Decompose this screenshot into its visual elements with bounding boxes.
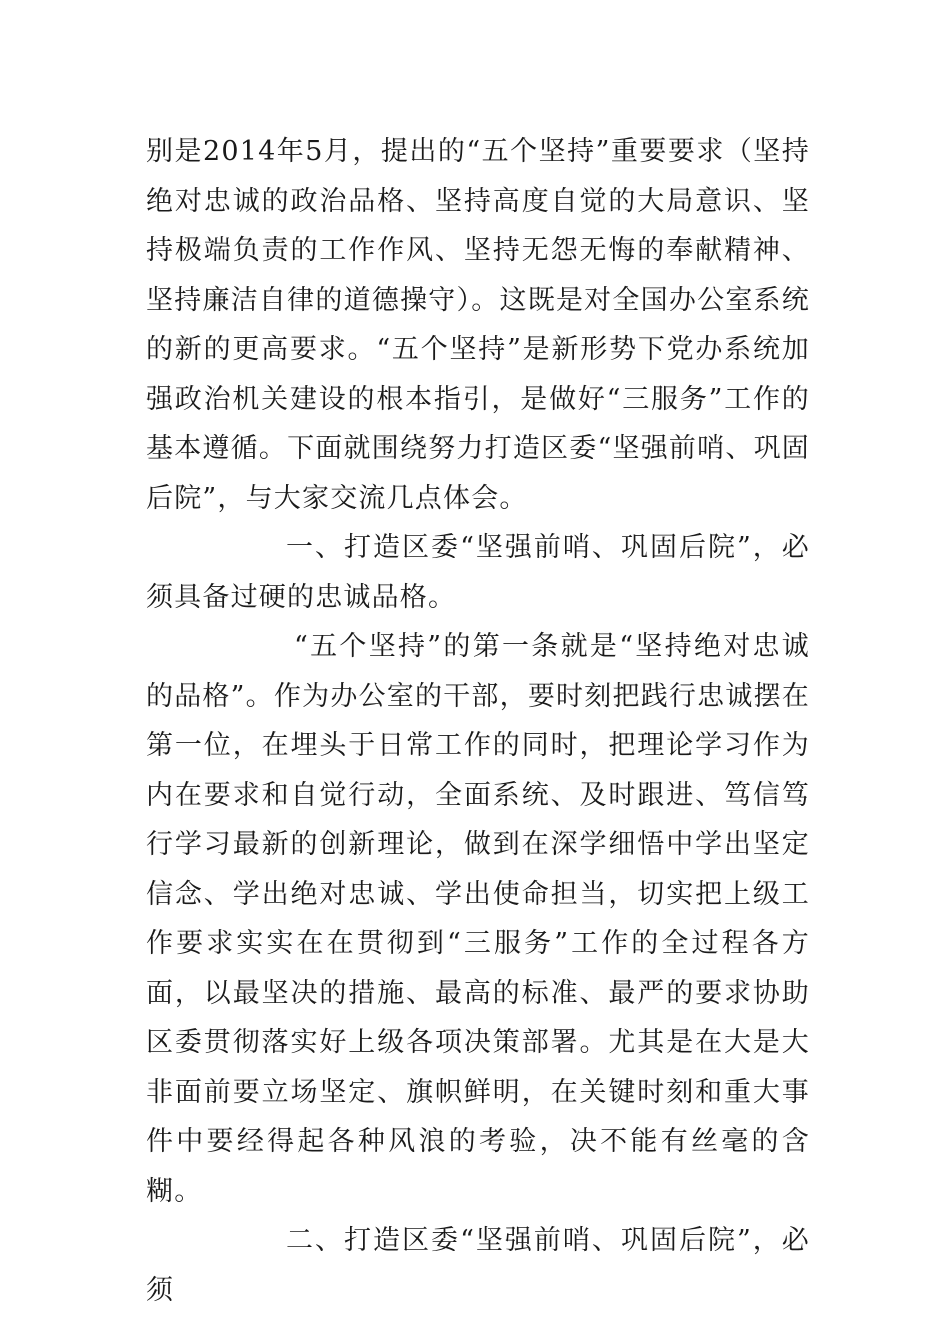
section-body-1: “五个坚持”的第一条就是“坚持绝对忠诚的品格”。作为办公室的干部，要时刻把践行忠诚摆在第一位，在埋头于日常工作的同时，把理论学习作为内在要求和自觉行动，全面系统、及时跟进、笃信笃行学习最新的创新理论，做到在深学细悟中学出坚定信念、学出绝对忠诚、学出使命担当，切实把上级工作要求实实在在贯彻到“三服务”工作的全过程各方面，以最坚决的措施、最高的标准、最严的要求协助区委贯彻落实好上级各项决策部署。尤其是在大是大非面前要立场坚定、旗帜鲜明，在关键时刻和重大事件中要经得起各种风浪的考验，决不能有丝毫的含糊。: [146, 631, 810, 1207]
intro-paragraph: 别是2014年5月，提出的“五个坚持”重要要求（坚持绝对忠诚的政治品格、坚持高度自觉的大局意识、坚持极端负责的工作作风、坚持无怨无悔的奉献精神、坚持廉洁自律的道德操守）。这既是对全国办公室系统的新的更高要求。“五个坚持”是新形势下党办系统加强政治机关建设的根本指引，是做好“三服务”工作的基本遵循。下面就围绕努力打造区委“坚强前哨、巩固后院”，与大家交流几点体会。: [146, 136, 810, 514]
document-body: [146, 127, 810, 1315]
section-heading-2: 二、打造区委“坚强前哨、巩固后院”，必须: [146, 1225, 810, 1306]
section-heading-1: 一、打造区委“坚强前哨、巩固后院”，必须具备过硬的忠诚品格。: [146, 532, 810, 613]
